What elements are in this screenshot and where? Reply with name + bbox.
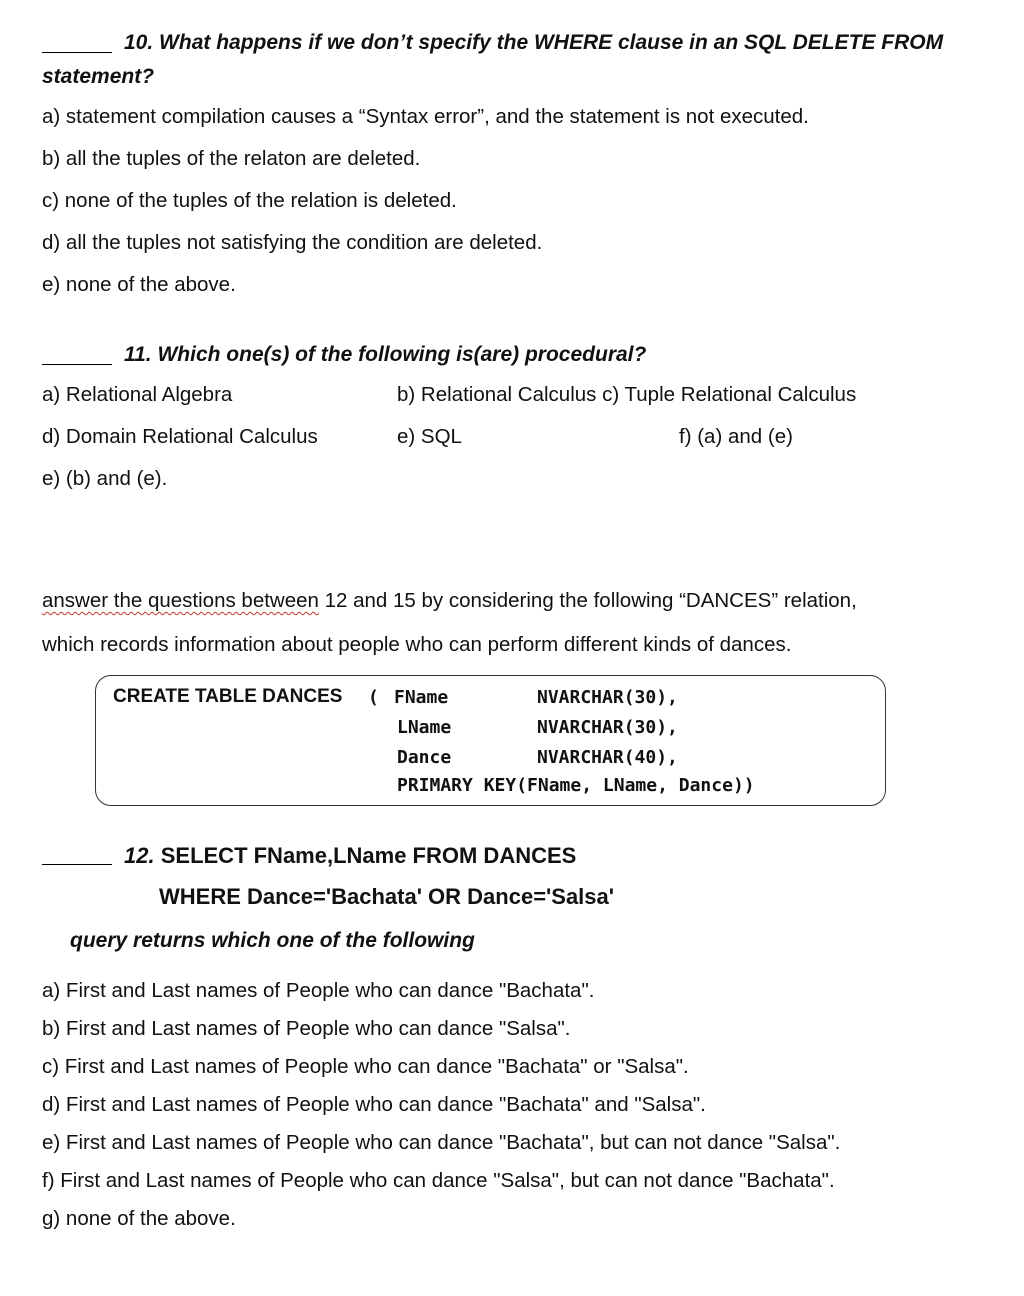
q12-option-d: d) First and Last names of People who can dance "Bachata" and "Salsa". bbox=[42, 1093, 706, 1116]
q12-option-f: f) First and Last names of People who can dance "Salsa", but can not dance "Bachata". bbox=[42, 1169, 835, 1192]
intro-line1-rest: 12 and 15 by considering the following “DANCES” relation, bbox=[318, 589, 857, 612]
q10-number: 10. bbox=[124, 31, 154, 54]
q10-option-d: d) all the tuples not satisfying the condition are deleted. bbox=[42, 231, 543, 254]
q12-query-line2: WHERE Dance='Bachata' OR Dance='Salsa' bbox=[159, 884, 614, 909]
code-column-name: FName bbox=[394, 687, 449, 708]
intro-line1 bbox=[42, 589, 857, 613]
q11-option-b-c: b) Relational Calculus c) Tuple Relational Calculus bbox=[397, 383, 857, 406]
q10-title-line1: What happens if we don’t specify the WHERE clause in an SQL DELETE FROM bbox=[159, 31, 944, 54]
q11-answer-blank[interactable] bbox=[42, 364, 112, 365]
code-column-name: Dance bbox=[397, 747, 452, 768]
q12-answer-blank[interactable] bbox=[42, 864, 112, 865]
q11-number: 11. bbox=[124, 343, 152, 366]
q10-option-c: c) none of the tuples of the relation is deleted. bbox=[42, 189, 457, 212]
q11-option-a: a) Relational Algebra bbox=[42, 383, 233, 406]
q12-number: 12. bbox=[124, 843, 155, 868]
code-primary-key: PRIMARY KEY(FName, LName, Dance)) bbox=[397, 775, 755, 796]
q11-option-d: d) Domain Relational Calculus bbox=[42, 425, 318, 448]
q11-option-f: f) (a) and (e) bbox=[679, 425, 793, 448]
q11-title bbox=[124, 343, 646, 367]
intro-squiggled-text: answer the questions between bbox=[42, 589, 319, 612]
q11-option-e-second: e) (b) and (e). bbox=[42, 467, 168, 490]
q11-title-text: Which one(s) of the following is(are) procedural? bbox=[157, 343, 647, 366]
code-column-type: NVARCHAR(30), bbox=[537, 717, 678, 738]
q12-option-b: b) First and Last names of People who can dance "Salsa". bbox=[42, 1017, 571, 1040]
code-create-table: CREATE TABLE DANCES bbox=[113, 686, 343, 707]
q10-title-line2: statement? bbox=[42, 65, 155, 88]
code-open-paren: ( bbox=[368, 687, 379, 708]
q12-option-a: a) First and Last names of People who can dance "Bachata". bbox=[42, 979, 595, 1002]
code-column-name: LName bbox=[397, 717, 452, 738]
q10-option-e: e) none of the above. bbox=[42, 273, 236, 296]
q12-option-c: c) First and Last names of People who can dance "Bachata" or "Salsa". bbox=[42, 1055, 689, 1078]
q10-answer-blank[interactable] bbox=[42, 52, 112, 53]
q10-title bbox=[124, 31, 943, 55]
q12-title bbox=[124, 843, 576, 869]
q12-query-line1: SELECT FName,LName FROM DANCES bbox=[160, 843, 577, 868]
q11-option-e: e) SQL bbox=[397, 425, 462, 448]
code-column-type: NVARCHAR(40), bbox=[537, 747, 678, 768]
q12-option-e: e) First and Last names of People who can dance "Bachata", but can not dance "Salsa". bbox=[42, 1131, 841, 1154]
code-column-type: NVARCHAR(30), bbox=[537, 687, 678, 708]
q10-option-a: a) statement compilation causes a “Syntax error”, and the statement is not executed. bbox=[42, 105, 809, 128]
q10-option-b: b) all the tuples of the relaton are deleted. bbox=[42, 147, 421, 170]
intro-line2: which records information about people who can perform different kinds of dances. bbox=[42, 633, 792, 656]
q12-prompt: query returns which one of the following bbox=[70, 929, 475, 952]
q12-option-g: g) none of the above. bbox=[42, 1207, 236, 1230]
